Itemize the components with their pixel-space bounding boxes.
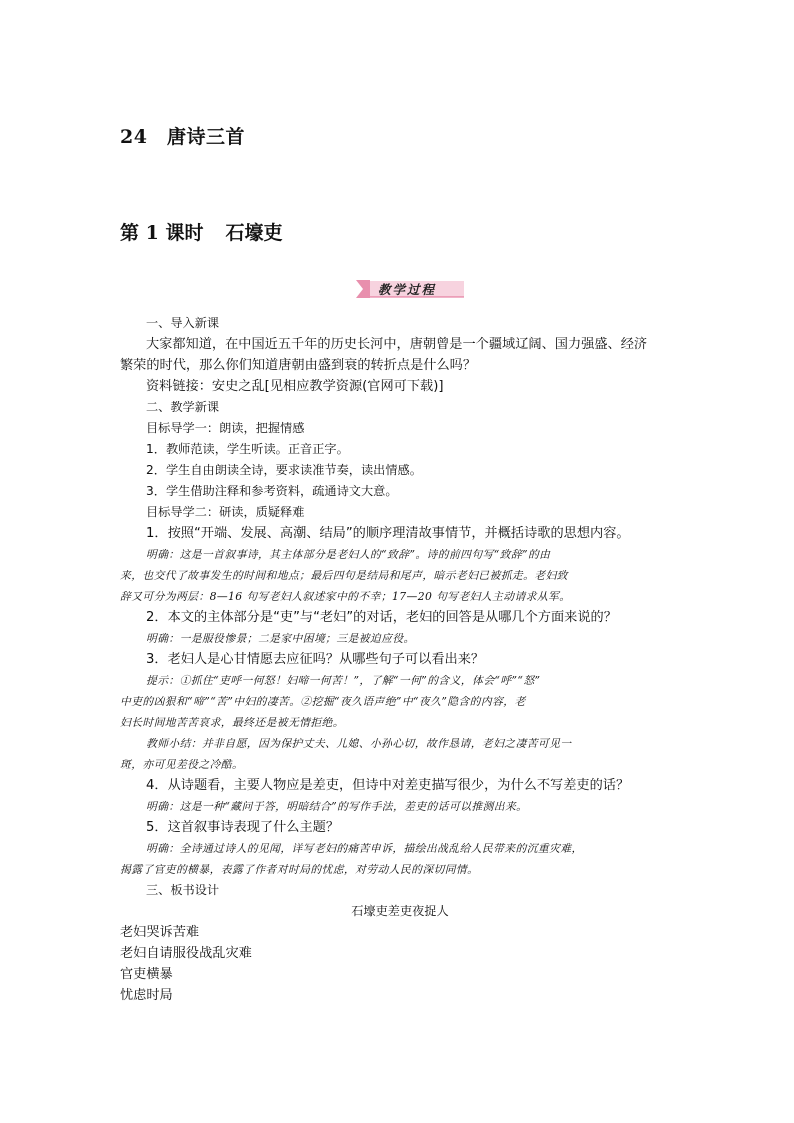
text-line: 教师小结：并非自愿，因为保护丈夫、儿媳、小孙心切，故作恳请，老妇之凄苦可见一 — [146, 737, 572, 750]
text-line: 揭露了官吏的横暴，表露了作者对时局的忧虑，对劳动人民的深切同情。 — [120, 863, 479, 876]
text-line: 1．教师范读，学生听读。正音正字。 — [146, 442, 349, 456]
text-line: 资料链接：安史之乱[见相应教学资源(官网可下载)] — [146, 379, 444, 394]
text-line: 辞又可分为两层：8—16 句写老妇人叙述家中的不幸；17—20 句写老妇人主动请求从军。 — [120, 590, 571, 603]
text-line: 提示：①抓住“吏呼一何怒！妇啼一何苦！”，了解“一何”的含义，体会“呼”“怒” — [146, 674, 541, 687]
section-title — [120, 218, 282, 245]
text-line: 3．学生借助注释和参考资料，疏通诗文大意。 — [146, 484, 398, 498]
banner-label: 教学过程 — [378, 282, 437, 297]
text-line: 明确：这是一首叙事诗，其主体部分是老妇人的“致辞”。诗的前四句写“致辞”的由 — [146, 548, 551, 561]
text-line: 5．这首叙事诗表现了什么主题？ — [146, 820, 340, 835]
text-line: 老妇哭诉苦难 — [120, 925, 200, 940]
text-line: 目标导学一：朗读，把握情感 — [146, 421, 305, 435]
text-line: 明确：全诗通过诗人的见闻，详写老妇的痛苦申诉，描绘出战乱给人民带来的沉重灾难， — [146, 842, 583, 855]
text-line: 2．本文的主体部分是“吏”与“老妇”的对话，老妇的回答是从哪几个方面来说的？ — [146, 610, 617, 625]
text-line: 1．按照“开端、发展、高潮、结局”的顺序理清故事情节，并概括诗歌的思想内容。 — [146, 526, 630, 541]
text-line: 目标导学二：研读，质疑释难 — [146, 505, 305, 519]
text-line: 来，也交代了故事发生的时间和地点；最后四句是结局和尾声，暗示老妇已被抓走。老妇致 — [120, 569, 568, 582]
text-line: 3．老妇人是心甘情愿去应征吗？从哪些句子可以看出来？ — [146, 652, 485, 667]
text-line: 忧虑时局 — [120, 988, 173, 1003]
lesson-title: 24 唐诗三首 — [120, 126, 245, 148]
text-line: 大家都知道，在中国近五千年的历史长河中，唐朝曾是一个疆域辽阔、国力强盛、经济 — [146, 337, 648, 352]
teaching-process-banner — [356, 280, 466, 298]
document-body — [120, 313, 680, 1006]
text-line: 4．从诗题看，主要人物应是差吏，但诗中对差吏描写很少，为什么不写差吏的话？ — [146, 778, 630, 793]
text-line: 三、板书设计 — [146, 883, 220, 897]
text-line: 中吏的凶狠和“啼”“苦”中妇的凄苦。②挖掘“夜久语声绝”中“夜久”隐含的内容，老 — [120, 695, 526, 708]
section-name: 石壕吏 — [225, 222, 283, 244]
text-line: 明确：这是一种“藏问于答，明暗结合”的写作手法，差吏的话可以推测出来。 — [146, 800, 528, 813]
text-line: 繁荣的时代，那么你们知道唐朝由盛到衰的转折点是什么吗？ — [120, 358, 477, 373]
text-line: 老妇自请服役战乱灾难 — [120, 946, 252, 961]
text-line: 二、教学新课 — [146, 400, 220, 414]
text-line: 妇长时间地苦苦哀求，最终还是被无情拒绝。 — [120, 716, 344, 729]
text-line: 官吏横暴 — [120, 967, 173, 982]
text-line: 一、导入新课 — [146, 316, 220, 330]
text-line: 明确：一是服役惨景；二是家中困境；三是被迫应役。 — [146, 632, 415, 645]
section-label: 第 1 课时 — [120, 222, 204, 244]
text-line: 2．学生自由朗读全诗，要求读准节奏，读出情感。 — [146, 463, 422, 477]
text-line: 斑，亦可见差役之冷酷。 — [120, 758, 244, 771]
text-line: 石壕吏差吏夜捉人 — [351, 904, 449, 918]
